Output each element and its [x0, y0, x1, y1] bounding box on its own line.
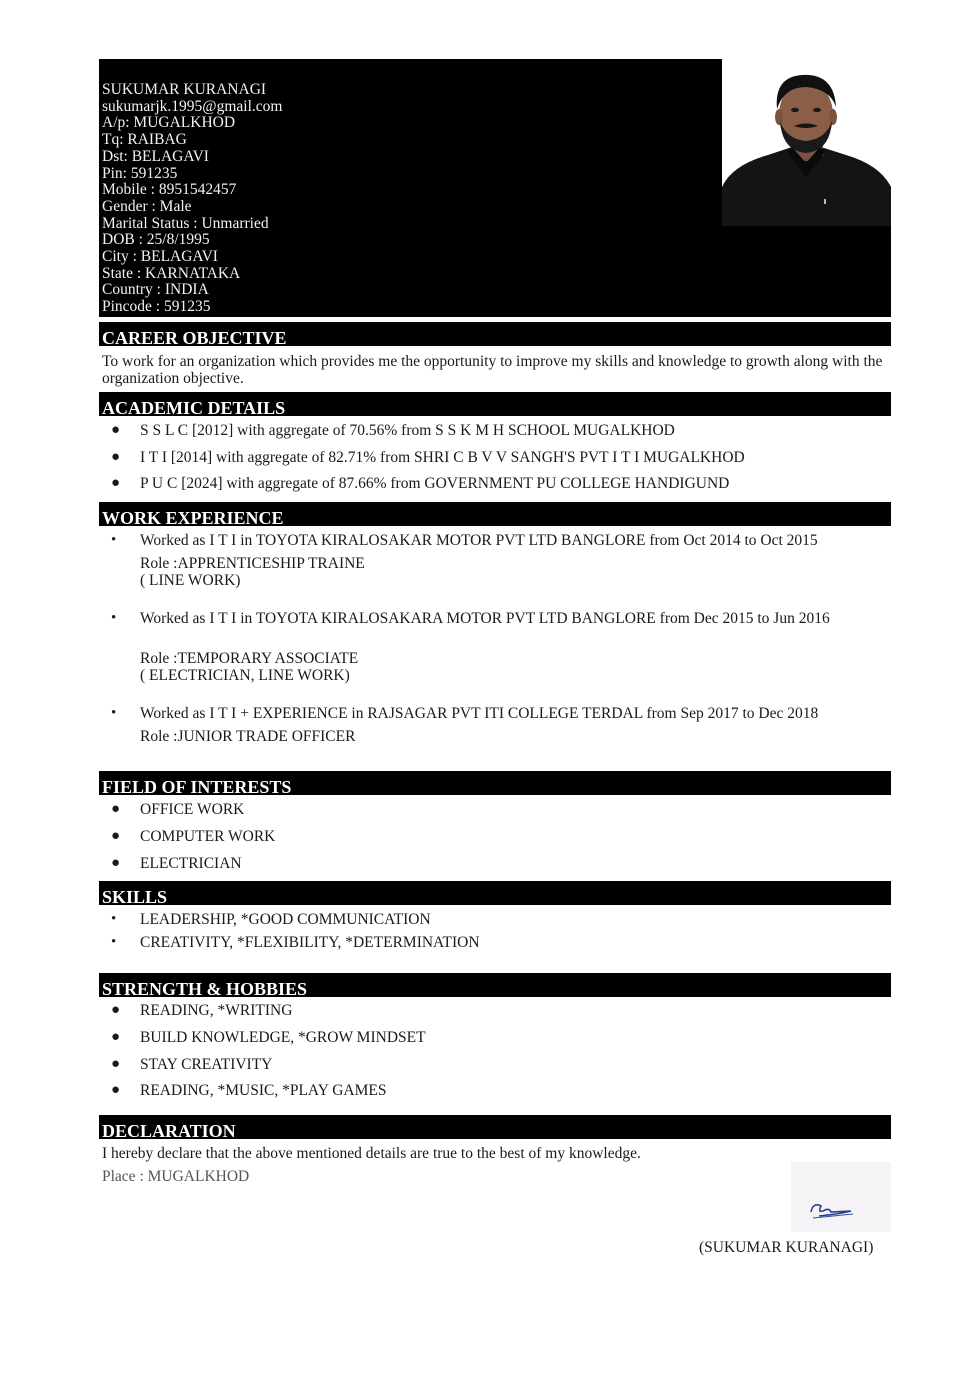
- work-experience-heading: WORK EXPERIENCE: [99, 502, 891, 526]
- bullet-icon: ●: [111, 1002, 121, 1018]
- bullet-icon: ●: [111, 855, 121, 871]
- marital-status: Marital Status : Unmarried: [102, 214, 269, 232]
- city: City : BELAGAVI: [102, 248, 218, 266]
- bullet-icon: ●: [111, 1029, 121, 1045]
- bullet-icon: •: [111, 610, 117, 626]
- career-objective-heading: CAREER OBJECTIVE: [99, 322, 891, 346]
- work-detail-1: ( LINE WORK): [140, 572, 241, 589]
- work-role-3: Role :JUNIOR TRADE OFFICER: [140, 728, 356, 745]
- declaration-heading: DECLARATION: [99, 1115, 891, 1139]
- bullet-icon: ●: [111, 475, 121, 491]
- place: Place : MUGALKHOD: [102, 1168, 250, 1185]
- bullet-icon: ●: [111, 828, 121, 844]
- bullet-icon: ●: [111, 801, 121, 817]
- bullet-icon: •: [111, 934, 117, 950]
- work-role-1: Role :APPRENTICESHIP TRAINE: [140, 555, 365, 572]
- interests-heading: FIELD OF INTERESTS: [99, 771, 891, 795]
- personal-info: [102, 82, 282, 316]
- pincode: Pincode : 591235: [102, 298, 211, 316]
- declaration-text: I hereby declare that the above mentioned details are true to the best of my knowledge.: [102, 1145, 641, 1162]
- country: Country : INDIA: [102, 281, 209, 299]
- signature-icon: [791, 1162, 891, 1232]
- bullet-icon: ●: [111, 449, 121, 465]
- dob: DOB : 25/8/1995: [102, 231, 210, 249]
- bullet-icon: ●: [111, 1056, 121, 1072]
- skills-heading: SKILLS: [99, 881, 891, 905]
- header-block: [99, 59, 891, 317]
- academic-details-heading: ACADEMIC DETAILS: [99, 392, 891, 416]
- signature-name: (SUKUMAR KURANAGI): [699, 1239, 874, 1256]
- work-detail-2: ( ELECTRICIAN, LINE WORK): [140, 667, 350, 684]
- bullet-icon: ●: [111, 422, 121, 438]
- career-objective-text: To work for an organization which provides me the opportunity to improve my skills and knowledge to growth along with the organization objective.: [102, 353, 883, 387]
- email: sukumarjk.1995@gmail.com: [102, 97, 283, 115]
- bullet-icon: •: [111, 705, 117, 721]
- state: State : KARNATAKA: [102, 264, 241, 282]
- work-role-2: Role :TEMPORARY ASSOCIATE: [140, 650, 359, 667]
- bullet-icon: ●: [111, 1082, 121, 1098]
- profile-photo: [722, 59, 891, 226]
- person-photo-icon: [722, 59, 891, 226]
- mobile: Mobile : 8951542457: [102, 181, 237, 199]
- candidate-name: SUKUMAR KURANAGI: [102, 81, 267, 98]
- bullet-icon: •: [111, 911, 117, 927]
- taluk: Tq: RAIBAG: [102, 131, 187, 149]
- hobbies-heading: STRENGTH & HOBBIES: [99, 973, 891, 997]
- district: Dst: BELAGAVI: [102, 147, 209, 165]
- pin: Pin: 591235: [102, 164, 178, 182]
- bullet-icon: •: [111, 532, 117, 548]
- gender: Gender : Male: [102, 197, 192, 215]
- address: A/p: MUGALKHOD: [102, 114, 236, 132]
- signature-image: [791, 1162, 891, 1232]
